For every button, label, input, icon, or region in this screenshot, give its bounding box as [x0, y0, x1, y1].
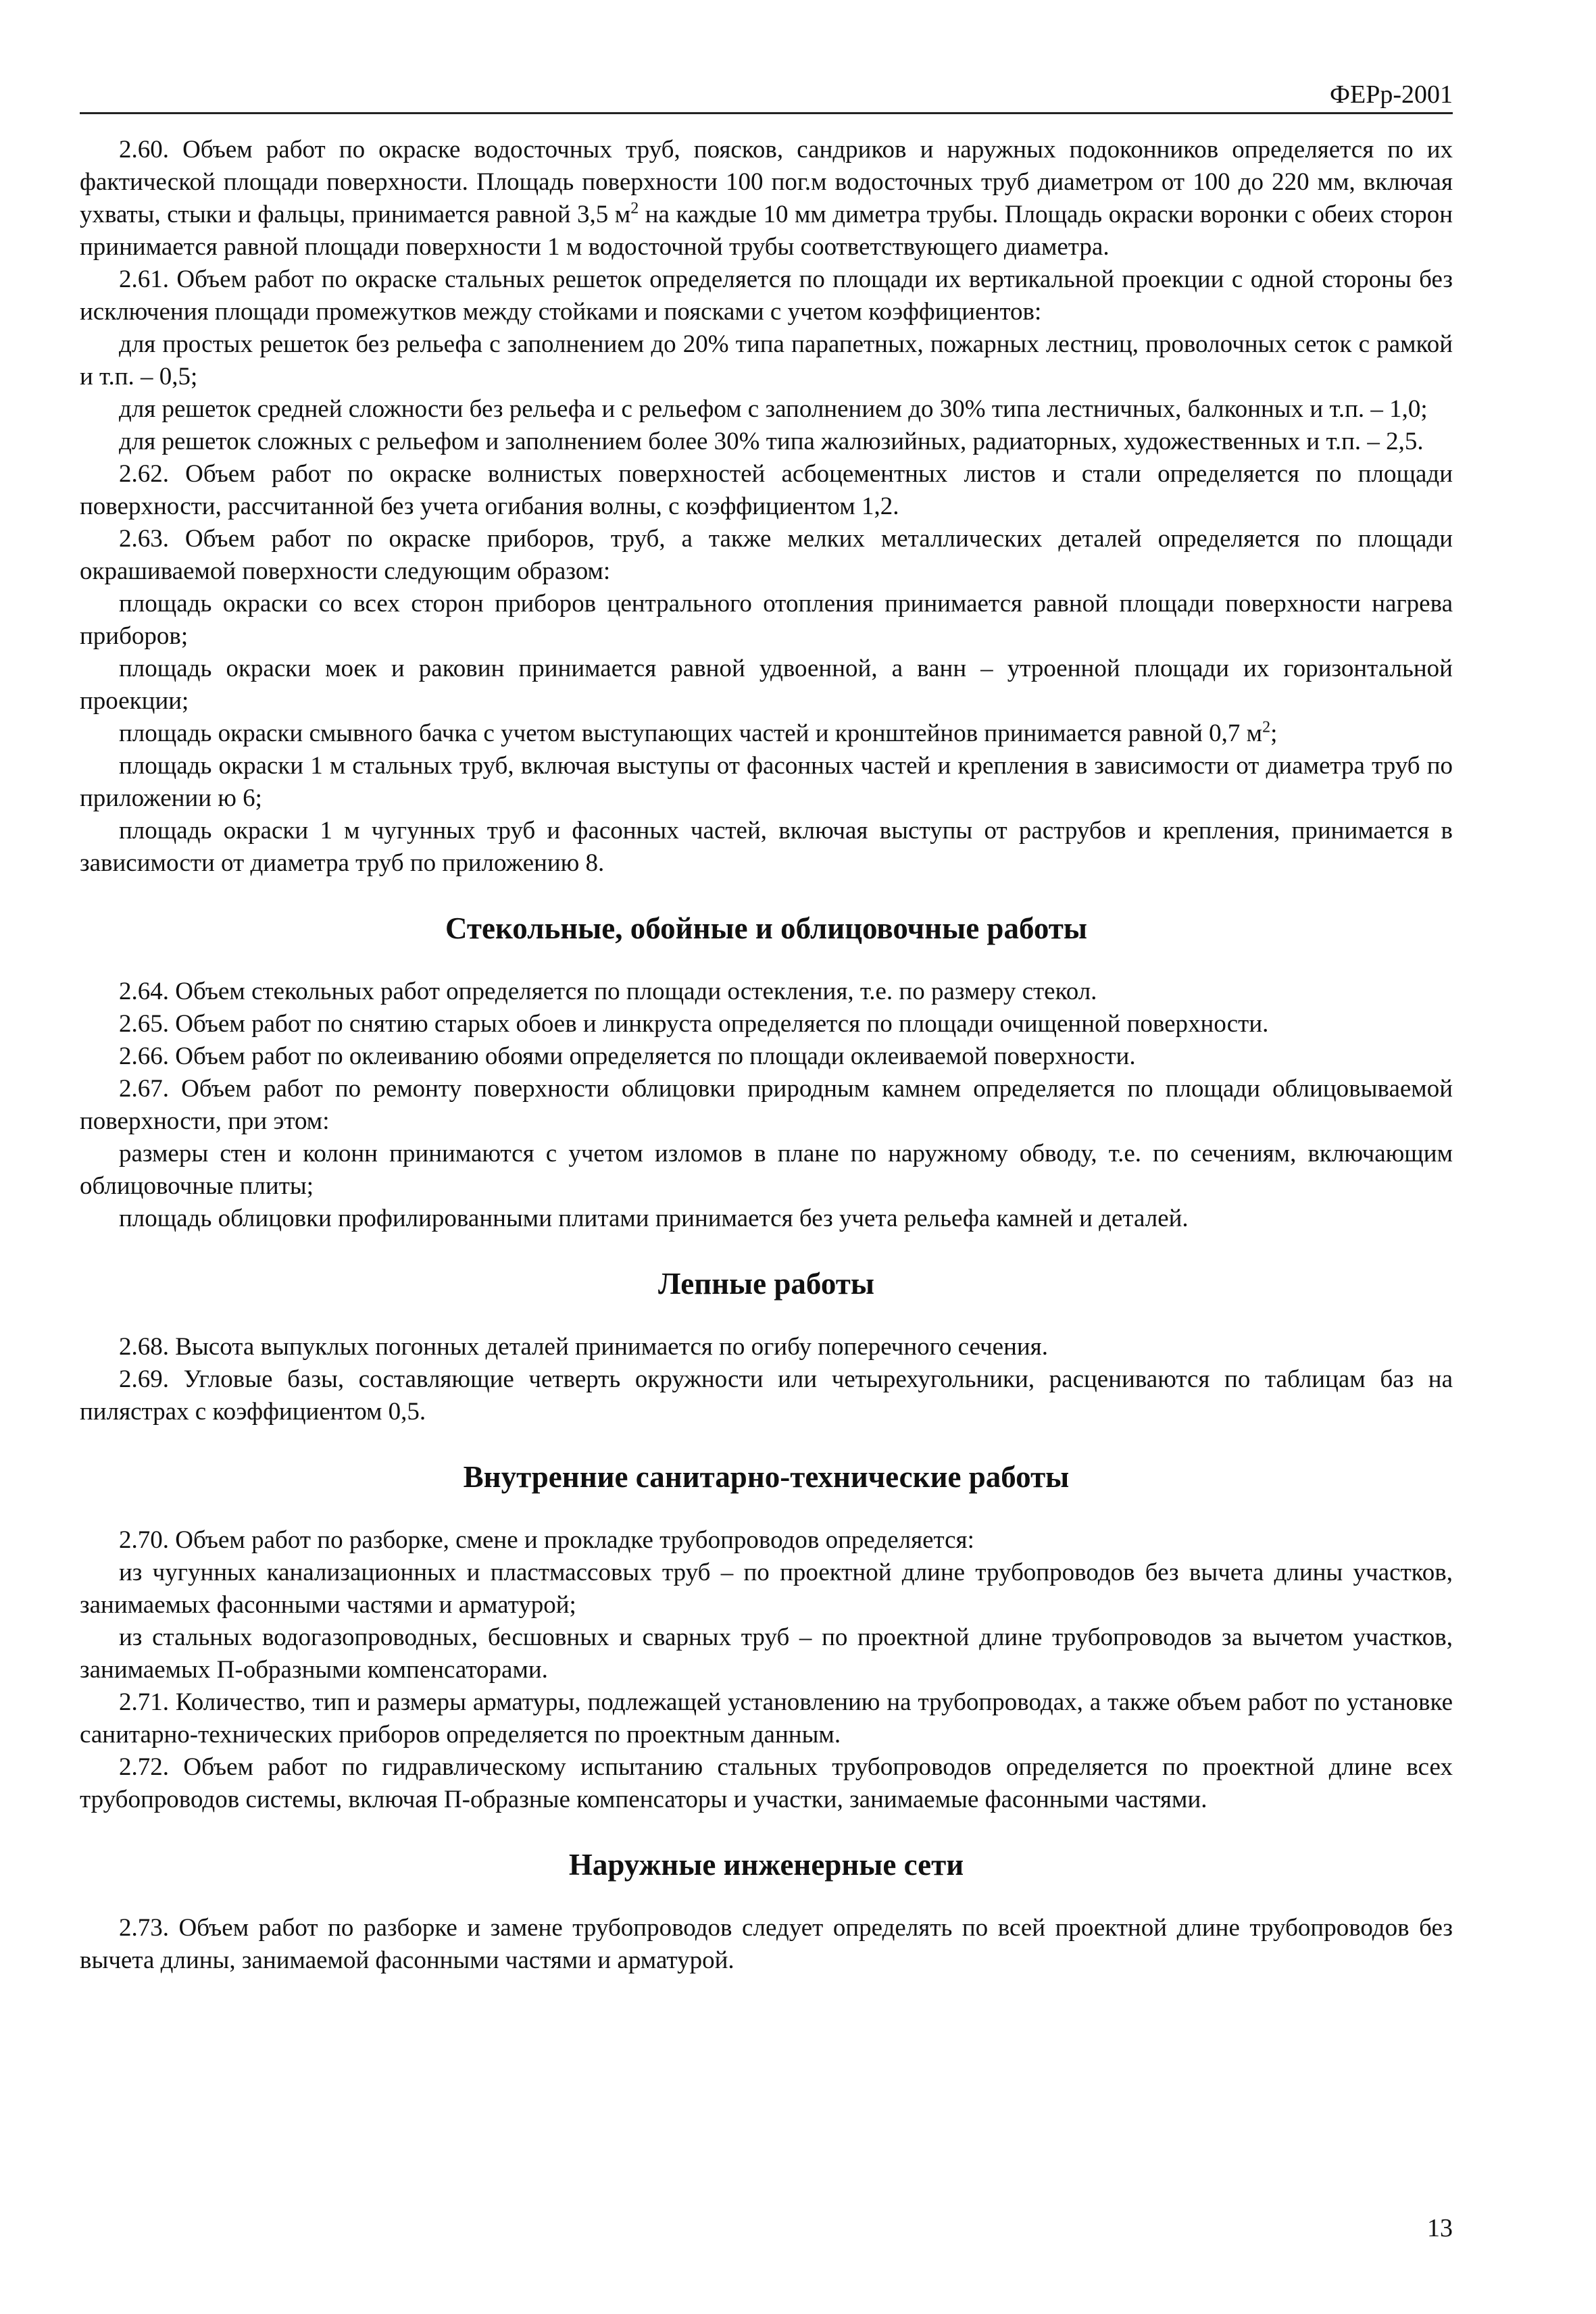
paragraph-2-63-item-2: площадь окраски моек и раковин принимается равной удвоенной, а ванн – утроенной площади их горизонтальной проекции;	[80, 655, 1453, 715]
paragraph-2-63-item-3	[80, 718, 1453, 750]
paragraph-2-60	[80, 134, 1453, 263]
paragraph-text: на каждые 10 мм диметра трубы. Площадь окраски воронки с обеих сторон принимается равной площади поверхности 1 м водосточной трубы соответствующего диаметра.	[80, 201, 1453, 261]
section-heading-external-networks: Наружные инженерные сети	[568, 1848, 964, 1882]
section-heading-glazing-wallpaper-cladding: Стекольные, обойные и облицовочные работы	[445, 911, 1088, 945]
spacer	[80, 1884, 1453, 1912]
paragraph-2-67: 2.67. Объем работ по ремонту поверхности облицовки природным камнем определяется по площади облицовываемой поверхности, при этом:	[80, 1075, 1453, 1135]
paragraph-2-61-item-1: для простых решеток без рельефа с заполнением до 20% типа парапетных, пожарных лестниц, проволочных сеток с рамкой и т.п. – 0,5;	[80, 330, 1453, 391]
paragraph-2-63: 2.63. Объем работ по окраске приборов, труб, а также мелких металлических деталей определяется по площади окрашиваемой поверхности следующим образом:	[80, 525, 1453, 585]
paragraph-2-67-item-2: площадь облицовки профилированными плитами принимается без учета рельефа камней и деталей.	[119, 1205, 1189, 1232]
spacer	[80, 1235, 1453, 1265]
paragraph-2-61-item-3: для решеток сложных с рельефом и заполнением более 30% типа жалюзийных, радиаторных, художественных и т.п. – 2,5.	[119, 428, 1424, 455]
paragraph-2-63-item-4: площадь окраски 1 м стальных труб, включая выступы от фасонных частей и крепления в зависимости от диаметра труб по приложении ю 6;	[80, 752, 1453, 812]
paragraph-text: площадь окраски смывного бачка с учетом выступающих частей и кронштейнов принимается равной 0,7 м	[119, 720, 1263, 747]
spacer	[80, 880, 1453, 909]
paragraph-2-73: 2.73. Объем работ по разборке и замене трубопроводов следует определять по всей проектной длине трубопроводов без вычета длины, занимаемой фасонными частями и арматурой.	[80, 1914, 1453, 1974]
page-number: 13	[1427, 2214, 1453, 2242]
spacer	[80, 1816, 1453, 1846]
document-code: ФЕРр-2001	[1329, 80, 1453, 109]
paragraph-2-63-item-1: площадь окраски со всех сторон приборов центрального отопления принимается равной площади поверхности нагрева приборов;	[80, 590, 1453, 650]
section-heading-internal-plumbing: Внутренние санитарно-технические работы	[463, 1460, 1070, 1494]
page-body	[80, 134, 1453, 1977]
paragraph-2-70-item-1: из чугунных канализационных и пластмассовых труб – по проектной длине трубопроводов без вычета длины участков, занимаемых фасонными частями и арматурой;	[80, 1559, 1453, 1619]
paragraph-text: ;	[1270, 720, 1278, 747]
spacer	[80, 1303, 1453, 1331]
paragraph-2-66: 2.66. Объем работ по оклеиванию обоями определяется по площади оклеиваемой поверхности.	[119, 1042, 1136, 1070]
section-heading-moulding: Лепные работы	[658, 1267, 874, 1301]
paragraph-2-68: 2.68. Высота выпуклых погонных деталей принимается по огибу поперечного сечения.	[119, 1333, 1048, 1361]
superscript: 2	[1262, 718, 1271, 736]
paragraph-2-70-item-2: из стальных водогазопроводных, бесшовных и сварных труб – по проектной длине трубопроводов за вычетом участков, занимаемых П-образными компенсаторами.	[80, 1624, 1453, 1684]
paragraph-2-62: 2.62. Объем работ по окраске волнистых поверхностей асбоцементных листов и стали определяется по площади поверхности, рассчитанной без учета огибания волны, с коэффициентом 1,2.	[80, 460, 1453, 520]
paragraph-2-65: 2.65. Объем работ по снятию старых обоев и линкруста определяется по площади очищенной поверхности.	[119, 1010, 1269, 1038]
paragraph-2-69: 2.69. Угловые базы, составляющие четверть окружности или четырехугольники, расцениваются по таблицам баз на пилястрах с коэффициентом 0,5.	[80, 1365, 1453, 1426]
spacer	[80, 1428, 1453, 1458]
paragraph-text: 2.60. Объем работ по окраске водосточных труб, поясков, сандриков и наружных подоконников определяется по их фактической площади поверхности. Площадь поверхности 100 пог.м водосточных труб диаметром от 100 до 220 мм, включая ухваты, стыки и фальцы, принимается равной 3,5 м	[80, 136, 1453, 228]
spacer	[80, 947, 1453, 976]
paragraph-2-61: 2.61. Объем работ по окраске стальных решеток определяется по площади их вертикальной проекции с одной стороны без исключения площади промежутков между стойками и поясками с учетом коэффициентов:	[80, 266, 1453, 326]
superscript: 2	[630, 199, 639, 218]
paragraph-2-72: 2.72. Объем работ по гидравлическому испытанию стальных трубопроводов определяется по проектной длине всех трубопроводов системы, включая П-образные компенсаторы и участки, занимаемые фасонными частями.	[80, 1753, 1453, 1813]
paragraph-2-71: 2.71. Количество, тип и размеры арматуры, подлежащей установлению на трубопроводах, а также объем работ по установке санитарно-технических приборов определяется по проектным данным.	[80, 1688, 1453, 1749]
paragraph-2-64: 2.64. Объем стекольных работ определяется по площади остекления, т.е. по размеру стекол.	[119, 978, 1097, 1005]
paragraph-2-63-item-5: площадь окраски 1 м чугунных труб и фасонных частей, включая выступы от раструбов и крепления, принимается в зависимости от диаметра труб по приложению 8.	[80, 817, 1453, 877]
paragraph-2-70: 2.70. Объем работ по разборке, смене и прокладке трубопроводов определяется:	[119, 1526, 974, 1554]
header-divider	[80, 112, 1453, 114]
paragraph-2-61-item-2: для решеток средней сложности без рельефа и с рельефом с заполнением до 30% типа лестничных, балконных и т.п. – 1,0;	[119, 395, 1428, 423]
spacer	[80, 1496, 1453, 1524]
paragraph-2-67-item-1: размеры стен и колонн принимаются с учетом изломов в плане по наружному обводу, т.е. по сечениям, включающим облицовочные плиты;	[80, 1140, 1453, 1200]
